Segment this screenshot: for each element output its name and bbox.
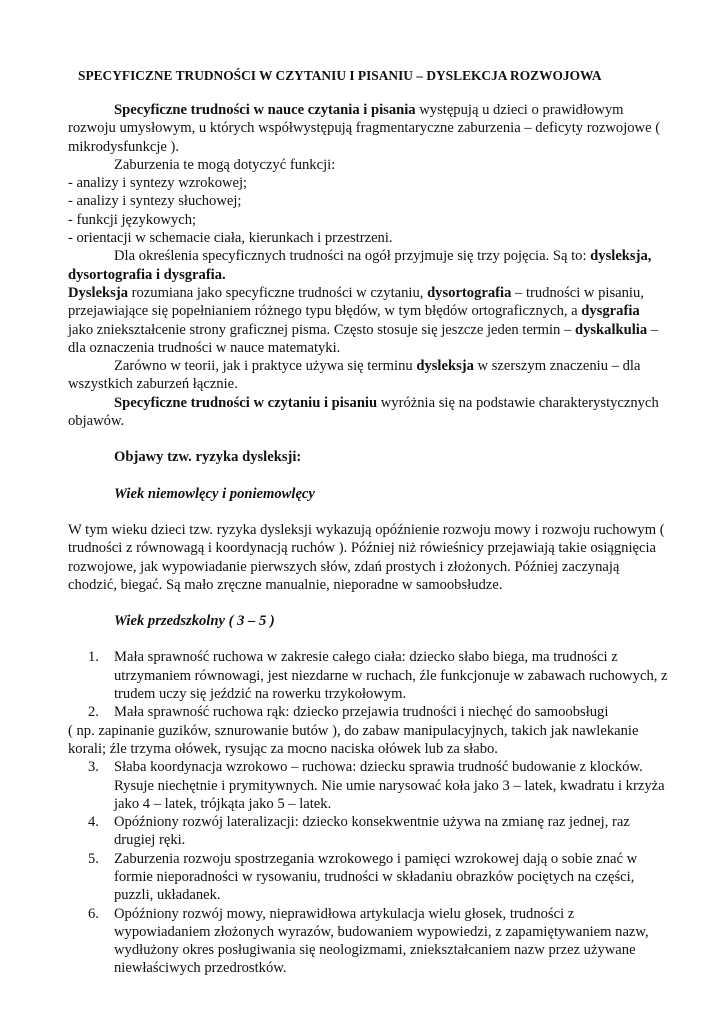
preschool-list-cont <box>68 758 668 978</box>
term-dyskalkulia: dyskalkulia <box>574 321 648 338</box>
list-number: 6. <box>88 905 99 922</box>
list-item-text: Zaburzenia rozwoju spostrzegania wzrokowego i pamięci wzrokowej dają o sobie znać w formie nieporadności w rysowaniu, trudności w składaniu obrazków pociętych na części, puzzli, układanek. <box>114 850 638 904</box>
functions-intro: Zaburzenia te mogą dotyczyć funkcji: <box>114 156 336 173</box>
spacer <box>68 503 668 521</box>
list-number: 2. <box>88 704 99 721</box>
term-dysleksja: Dysleksja <box>68 284 128 301</box>
list-item-text: Opóźniony rozwój mowy, nieprawidłowa artykulacja wielu głosek, trudności z wypowiadaniem złożonych wyrazów, budowaniem wypowiedzi, z zapamiętywaniem nazw, wydłużony okres posługiwania się neologizmami, zniekształcaniem nazw przez używane niewłaściwych przedrostków. <box>114 905 649 977</box>
list-item <box>68 905 668 978</box>
term-dysgrafia: dysgrafia <box>581 303 640 320</box>
preschool-list <box>68 648 668 721</box>
intro-rest: występują u dzieci o prawidłowym rozwoju umysłowym, u których współwystępują fragmentaryczne zaburzenia – deficyty rozwojowe ( mikrodysfunkcje ). <box>68 102 661 155</box>
list-item <box>68 703 668 721</box>
function-item: - orientacji w schemacie ciała, kierunkach i przestrzeni. <box>68 230 393 247</box>
list-number: 5. <box>88 850 99 867</box>
distinction-paragraph <box>68 394 668 431</box>
preschool-heading: Wiek przedszkolny ( 3 – 5 ) <box>114 613 275 630</box>
infant-paragraph: W tym wieku dzieci tzw. ryzyka dysleksji wykazują opóźnienie rozwoju mowy i rozwoju ruchowym ( trudności z równowagą i koordynacją ruchów ). Później niż rówieśnicy przejawiają takie osiągnięcia rozwojowe, jak wypowiadanie pierwszych słów, zdań prostych i złożonych. Później zaczynają chodzić, biegać. Są mało zręczne manualnie, nieporadne w samoobsłudze. <box>68 521 665 593</box>
intro-paragraph <box>68 101 668 156</box>
distinction-text: wyróżnia się na podstawie charakterystycznych objawów. <box>68 394 659 430</box>
usage-paragraph <box>68 357 668 394</box>
list-number: 3. <box>88 759 99 776</box>
list-item-text: Mała sprawność ruchowa rąk: dziecko przejawia trudności i niechęć do samoobsługi <box>114 704 609 721</box>
terms-paragraph <box>68 247 668 284</box>
document-body <box>68 101 668 978</box>
usage-bold: dysleksja <box>416 358 474 375</box>
document-title: SPECYFICZNE TRUDNOŚCI W CZYTANIU I PISANIU – DYSLEKCJA ROZWOJOWA <box>78 68 602 83</box>
usage-text: w szerszym znaczeniu – dla wszystkich zaburzeń łącznie. <box>68 358 641 393</box>
infant-heading: Wiek niemowlęcy i poniemowlęcy <box>114 485 315 502</box>
spacer <box>68 430 668 448</box>
list-item-text: Słaba koordynacja wzrokowo – ruchowa: dziecku sprawia trudność budowanie z klocków. Rysuje niechętnie i prymitywnych. Nie umie narysować koła jako 3 – latek, kwadratu i krzyża jako 4 – latek, trójkąta jako 5 – latek. <box>114 759 665 812</box>
list-item <box>68 850 668 905</box>
list-number: 1. <box>88 649 99 666</box>
list-item-text: Mała sprawność ruchowa w zakresie całego ciała: dziecko słabo biega, ma trudności z utrzymaniem równowagi, jest niezdarne w ruchach, źle funkcjonuje w zabawach ruchowych, z trudem uczy się jeździć na rowerku trzykołowym. <box>114 649 668 703</box>
intro-bold: Specyficzne trudności w nauce czytania i pisania <box>114 102 416 118</box>
function-item: - analizy i syntezy wzrokowej; <box>68 175 248 192</box>
usage-text: Zarówno w teorii, jak i praktyce używa się terminu <box>114 358 417 375</box>
distinction-bold: Specyficzne trudności w czytaniu i pisaniu <box>114 394 378 411</box>
definition-text: – dla oznaczenia trudności w nauce matematyki. <box>68 321 659 356</box>
list-item <box>68 813 668 850</box>
spacer <box>68 467 668 485</box>
list-item-text: Opóźniony rozwój lateralizacji: dziecko konsekwentnie używa na zmianę raz jednej, raz drugiej ręki. <box>114 814 630 849</box>
spacer <box>68 630 668 648</box>
terms-text: Dla określenia specyficznych trudności na ogół przyjmuje się trzy pojęcia. Są to: <box>114 248 591 265</box>
symptoms-heading: Objawy tzw. ryzyka dysleksji: <box>114 449 302 466</box>
list-item <box>68 758 668 813</box>
function-item: - analizy i syntezy słuchowej; <box>68 193 242 210</box>
list-number: 4. <box>88 814 99 831</box>
list-item <box>68 648 668 703</box>
list-item-continuation: ( np. zapinanie guzików, sznurowanie butów ), do zabaw manipulacyjnych, takich jak nawlekanie korali; źle trzyma ołówek, rysując za mocno naciska ołówek lub za słabo. <box>68 722 639 757</box>
definition-text: – trudności w pisaniu, przejawiające się popełnianiem różnego typu błędów, w tym błędów ortograficznych, a <box>68 284 644 320</box>
terms-bold: dysleksja, dysortografia i dysgrafia. <box>68 248 652 283</box>
definition-text: rozumiana jako specyficzne trudności w czytaniu, <box>128 284 428 301</box>
definition-text: jako zniekształcenie strony graficznej pisma. Często stosuje się jeszcze jeden termin – <box>68 321 575 338</box>
function-item: - funkcji językowych; <box>68 211 197 228</box>
spacer <box>68 594 668 612</box>
term-dysortografia: dysortografia <box>427 284 512 301</box>
definitions-paragraph <box>68 284 668 357</box>
